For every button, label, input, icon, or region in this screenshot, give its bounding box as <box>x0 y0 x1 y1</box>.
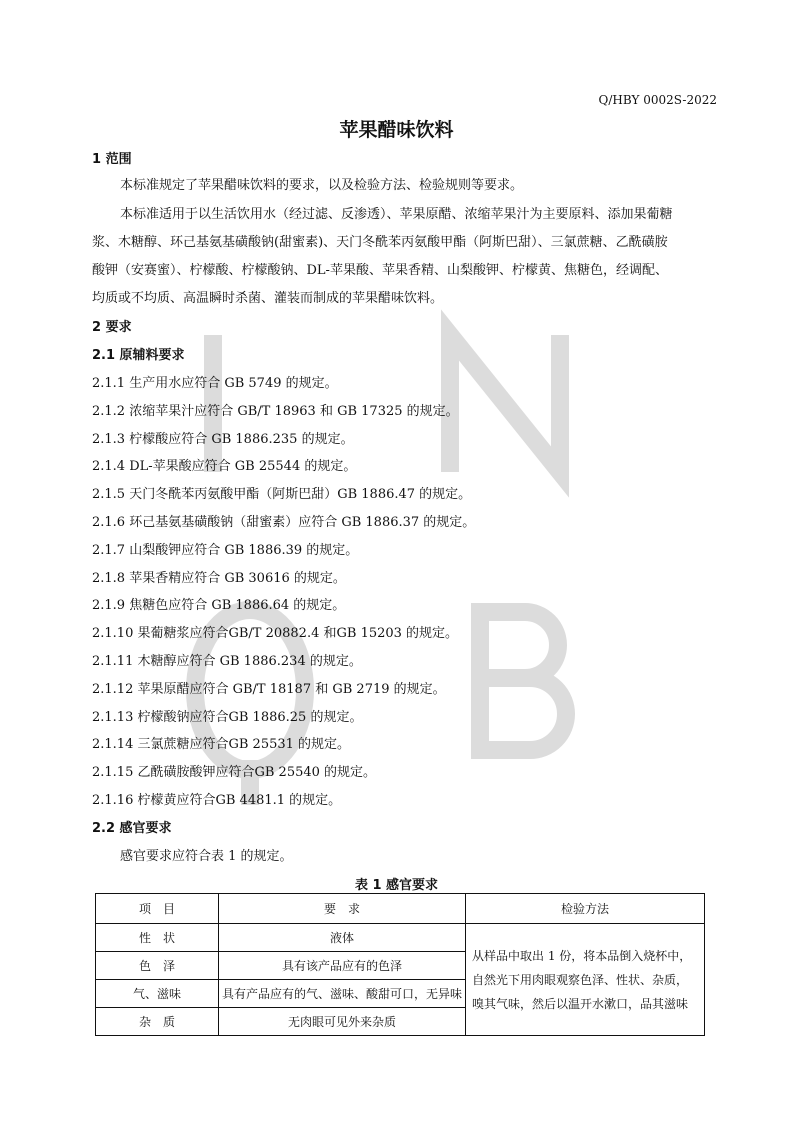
sensory-table <box>95 893 705 1036</box>
requirement-item: 2.1.12 苹果原醋应符合 GB/T 18187 和 GB 2719 的规定。 <box>92 681 446 697</box>
table-header-row <box>96 894 705 924</box>
header-cell: 检验方法 <box>466 894 705 924</box>
requirement-cell: 具有该产品应有的色泽 <box>219 952 466 980</box>
requirement-item: 2.1.14 三氯蔗糖应符合GB 25531 的规定。 <box>92 737 351 753</box>
item-cell: 性 状 <box>96 924 219 952</box>
paragraph-line: 均质或不均质、高温瞬时杀菌、灌装而制成的苹果醋味饮料。 <box>92 291 444 306</box>
method-cell: 从样品中取出 1 份，将本品倒入烧杯中，自然光下用肉眼观察色泽、性状、杂质，嗅其气味，然后以温开水漱口，品其滋味 <box>466 924 705 1036</box>
requirement-cell: 具有产品应有的气、滋味、酸甜可口，无异味 <box>219 980 466 1008</box>
subsection-heading: 2.2 感官要求 <box>92 821 172 836</box>
paragraph: 感官要求应符合表 1 的规定。 <box>120 849 293 864</box>
requirement-cell: 液体 <box>219 924 466 952</box>
requirement-item: 2.1.6 环己基氨基磺酸钠（甜蜜素）应符合 GB 1886.37 的规定。 <box>92 515 476 530</box>
watermark-letter-n <box>450 335 560 472</box>
requirement-item: 2.1.4 DL-苹果酸应符合 GB 25544 的规定。 <box>92 459 357 475</box>
requirement-item: 2.1.8 苹果香精应符合 GB 30616 的规定。 <box>92 570 346 586</box>
requirement-cell: 无肉眼可见外来杂质 <box>219 1008 466 1036</box>
section-heading: 2 要求 <box>92 320 132 335</box>
standard-code: Q/HBY 0002S-2022 <box>598 93 717 107</box>
requirement-item: 2.1.7 山梨酸钾应符合 GB 1886.39 的规定。 <box>92 542 359 558</box>
table-row <box>96 924 705 952</box>
item-cell: 气、滋味 <box>96 980 219 1008</box>
requirement-item: 2.1.5 天门冬酰苯丙氨酸甲酯（阿斯巴甜）GB 1886.47 的规定。 <box>92 487 472 503</box>
section-heading: 1 范围 <box>92 152 132 167</box>
paragraph-line: 酸钾（安赛蜜）、柠檬酸、柠檬酸钠、DL-苹果酸、苹果香精、山梨酸钾、柠檬黄、焦糖色，经调配、 <box>92 263 668 278</box>
requirement-item: 2.1.10 果葡糖浆应符合GB/T 20882.4 和GB 15203 的规定。 <box>92 626 459 642</box>
requirement-item: 2.1.15 乙酰磺胺酸钾应符合GB 25540 的规定。 <box>92 765 377 781</box>
requirement-item: 2.1.3 柠檬酸应符合 GB 1886.235 的规定。 <box>92 431 354 447</box>
requirement-item: 2.1.2 浓缩苹果汁应符合 GB/T 18963 和 GB 17325 的规定。 <box>92 403 459 419</box>
paragraph-line: 本标准适用于以生活饮用水（经过滤、反渗透）、苹果原醋、浓缩苹果汁为主要原料、添加果葡糖 <box>120 207 673 222</box>
subsection-heading: 2.1 原辅料要求 <box>92 348 185 363</box>
watermark-letter-b <box>480 612 566 750</box>
paragraph: 本标准规定了苹果醋味饮料的要求，以及检验方法、检验规则等要求。 <box>120 178 524 193</box>
requirement-item: 2.1.11 木糖醇应符合 GB 1886.234 的规定。 <box>92 654 362 669</box>
requirement-item: 2.1.1 生产用水应符合 GB 5749 的规定。 <box>92 376 338 391</box>
item-cell: 杂 质 <box>96 1008 219 1036</box>
requirement-item: 2.1.13 柠檬酸钠应符合GB 1886.25 的规定。 <box>92 709 363 725</box>
item-cell: 色 泽 <box>96 952 219 980</box>
document-title: 苹果醋味饮料 <box>339 119 454 141</box>
requirement-item: 2.1.16 柠檬黄应符合GB 4481.1 的规定。 <box>92 793 342 808</box>
requirement-item: 2.1.9 焦糖色应符合 GB 1886.64 的规定。 <box>92 598 346 614</box>
header-cell: 要 求 <box>219 894 466 924</box>
paragraph-line: 浆、木糖醇、环己基氨基磺酸钠(甜蜜素)、天门冬酰苯丙氨酸甲酯（阿斯巴甜）、三氯蔗糖、乙酰磺胺 <box>92 235 668 250</box>
table-caption: 表 1 感官要求 <box>354 878 439 893</box>
header-cell: 项 目 <box>96 894 219 924</box>
